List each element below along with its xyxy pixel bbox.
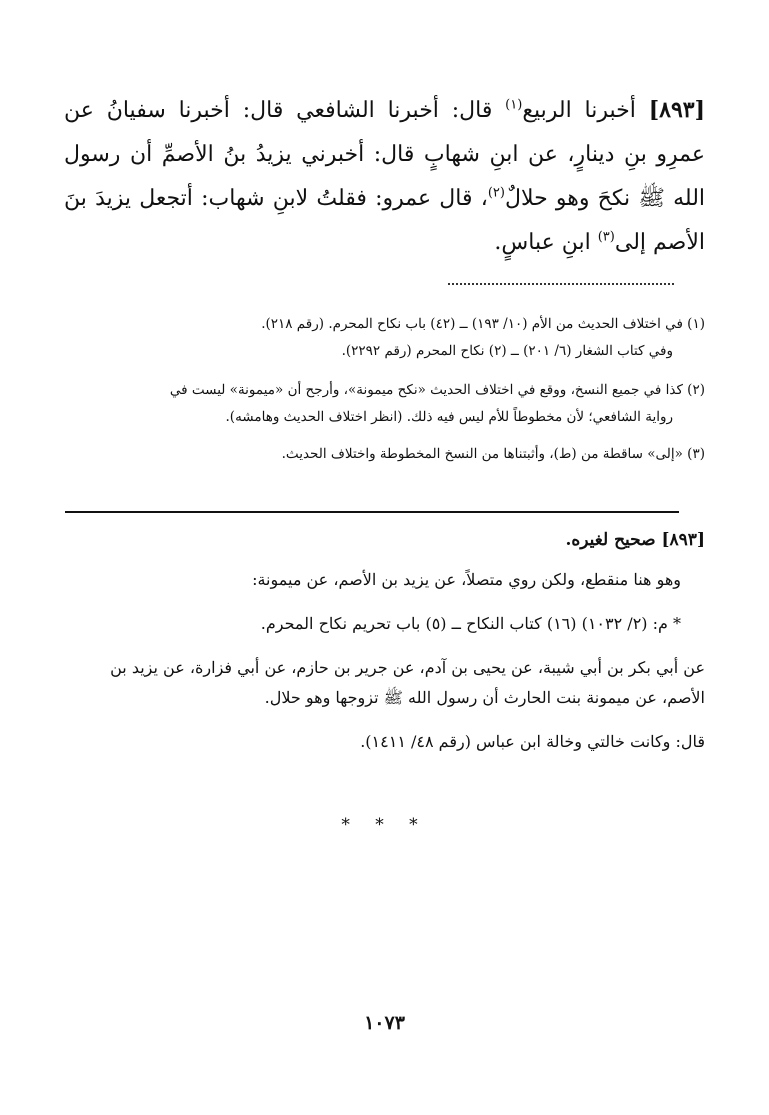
- takhrij-paragraph-1: وهو هنا منقطع، ولكن روي متصلاً، عن يزيد بن الأصم، عن ميمونة:: [252, 570, 681, 589]
- section-divider: [65, 511, 679, 513]
- hadith-chain-start: أخبرنا الربيع: [522, 98, 636, 123]
- takhrij-chain: عن أبي بكر بن أبي شيبة، عن يحيى بن آدم، عن جرير بن حازم، عن أبي فزارة، عن يزيد بن الأصم، عن ميمونة بنت الحارث أن رسول الله ﷺ تزوجها وهو حلال.: [110, 658, 705, 707]
- footnote-1-line-2: وفي كتاب الشغار (٦/ ٢٠١) ــ (٢) نكاح المحرم (رقم ٢٢٩٢).: [341, 343, 673, 359]
- hadith-chain: قال: أخبرنا الشافعي قال: أخبرنا سفيانُ عن عمرِو بنِ دينارٍ، عن ابنِ شهابٍ قال: أخبرني يزيدُ بنُ الأصمِّ أن رسول الله ﷺ نكحَ وهو حلالٌ: [64, 98, 706, 211]
- hadith-number: [٨٩٣]: [648, 97, 705, 123]
- hadith-paragraph: [64, 88, 705, 265]
- page-number: ١٠٧٣: [364, 1012, 405, 1034]
- footnote-1: [64, 311, 705, 365]
- footnote-ref-2: (٢): [487, 185, 505, 201]
- hadith-end: ابنِ عباسٍ.: [494, 230, 591, 255]
- footnote-3-line-1: (٣) «إلى» ساقطة من (ط)، وأثبتناها من النسخ المخطوطة واختلاف الحديث.: [281, 446, 705, 462]
- takhrij-body: [64, 565, 705, 757]
- takhrij-heading: [٨٩٣] صحيح لغيره.: [565, 530, 705, 550]
- footnote-2: [64, 377, 705, 431]
- section-separator: * * *: [341, 815, 428, 835]
- footnote-ref-1: (١): [505, 97, 523, 113]
- footnote-ref-3: (٣): [597, 229, 615, 245]
- hadith-question: ، قال عمرو: فقلتُ لابنِ شهاب: أتجعل يزيدَ بنَ الأصم إلى: [64, 186, 705, 255]
- takhrij-source: * م: (٢/ ١٠٣٢) (١٦) كتاب النكاح ــ (٥) باب تحريم نكاح المحرم.: [260, 614, 681, 633]
- footnote-2-line-1: (٢) كذا في جميع النسخ، ووقع في اختلاف الحديث «نكح ميمونة»، وأرجح أن «ميمونة» ليست في: [169, 382, 705, 398]
- footnote-1-line-1: (١) في اختلاف الحديث من الأم (١٠/ ١٩٣) ــ (٤٢) باب نكاح المحرم. (رقم ٢١٨).: [261, 316, 705, 332]
- hadith-text: [64, 88, 705, 265]
- takhrij-note: قال: وكانت خالتي وخالة ابن عباس (رقم ٤٨/ ١٤١١).: [360, 732, 705, 751]
- footnote-2-line-2: رواية الشافعي؛ لأن مخطوطاً للأم ليس فيه ذلك. (انظر اختلاف الحديث وهامشه).: [225, 409, 673, 425]
- footnote-divider: [448, 283, 674, 285]
- footnote-3: [64, 441, 705, 468]
